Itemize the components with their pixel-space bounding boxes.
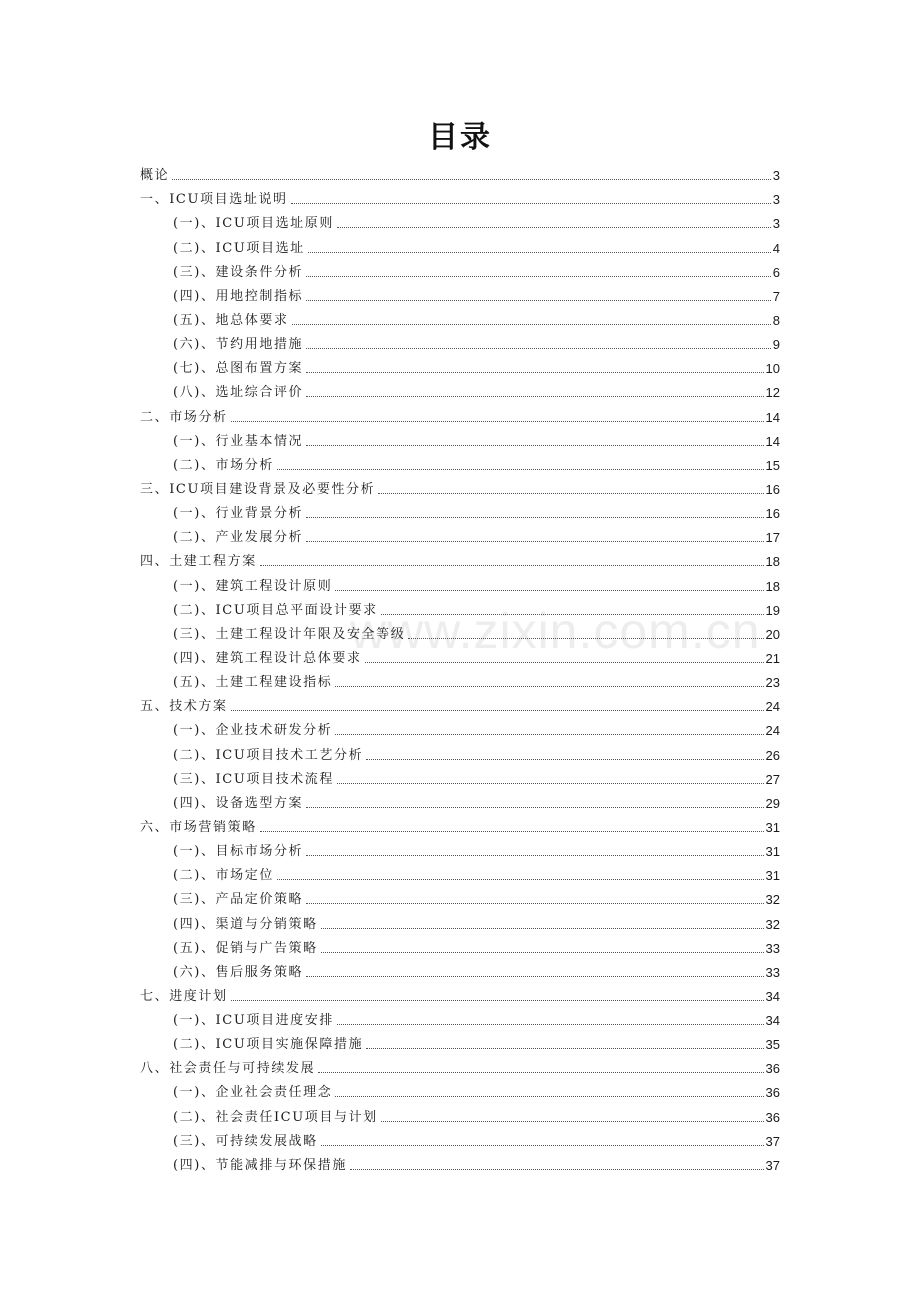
- toc-entry-label: (八)、选址综合评价: [173, 385, 304, 401]
- toc-entry-label: (二)、社会责任ICU项目与计划: [173, 1109, 378, 1125]
- dot-leader: [306, 300, 771, 301]
- toc-entry[interactable]: [140, 957, 780, 981]
- toc-entry-label: (五)、土建工程建设指标: [173, 675, 333, 691]
- dot-leader: [335, 734, 763, 735]
- dot-leader: [335, 590, 763, 591]
- toc-entry-label: (五)、地总体要求: [173, 312, 289, 328]
- dot-leader: [306, 855, 763, 856]
- toc-entry-label: (二)、ICU项目技术工艺分析: [173, 747, 364, 763]
- toc-entry[interactable]: [140, 474, 780, 498]
- toc-entry-label: (二)、市场分析: [173, 457, 274, 473]
- toc-entry[interactable]: [140, 570, 780, 594]
- toc-entry-label: (三)、ICU项目技术流程: [173, 771, 334, 787]
- toc-entry[interactable]: [140, 595, 780, 619]
- toc-entry[interactable]: [140, 353, 780, 377]
- toc-entry-label: (七)、总图布置方案: [173, 361, 304, 377]
- toc-entry[interactable]: [140, 1101, 780, 1125]
- dot-leader: [335, 686, 763, 687]
- toc-entry-label: (一)、企业技术研发分析: [173, 723, 333, 739]
- toc-entry-page-number: 33: [765, 964, 780, 980]
- dot-leader: [231, 421, 764, 422]
- toc-entry-label: (五)、促销与广告策略: [173, 940, 318, 956]
- toc-entry-page-number: 33: [765, 940, 780, 956]
- toc-entry[interactable]: [140, 426, 780, 450]
- watermark-text: www.zixin.com.cn: [350, 603, 761, 659]
- toc-entry-page-number: 23: [765, 675, 780, 691]
- toc-entry-label: (二)、ICU项目实施保障措施: [173, 1037, 364, 1053]
- toc-entry-label: (一)、行业基本情况: [173, 433, 304, 449]
- toc-entry[interactable]: [140, 619, 780, 643]
- toc-entry-page-number: 32: [765, 916, 780, 932]
- dot-leader: [337, 227, 771, 228]
- toc-entry-label: 八、社会责任与可持续发展: [140, 1061, 316, 1077]
- toc-entry-label: 六、市场营销策略: [140, 819, 257, 835]
- dot-leader: [306, 903, 763, 904]
- toc-entry[interactable]: [140, 257, 780, 281]
- toc-entry-page-number: 3: [772, 168, 780, 184]
- toc-entry-page-number: 24: [765, 723, 780, 739]
- toc-entry-page-number: 26: [765, 747, 780, 763]
- toc-entry-label: (三)、土建工程设计年限及安全等级: [173, 626, 406, 642]
- dot-leader: [337, 1024, 764, 1025]
- toc-entry-page-number: 10: [765, 361, 780, 377]
- toc-entry-page-number: 3: [772, 216, 780, 232]
- toc-entry-page-number: 16: [765, 481, 780, 497]
- dot-leader: [308, 252, 771, 253]
- dot-leader: [260, 831, 764, 832]
- table-of-contents: [140, 160, 780, 1174]
- toc-entry-page-number: 19: [765, 602, 780, 618]
- dot-leader: [350, 1169, 764, 1170]
- toc-entry[interactable]: [140, 860, 780, 884]
- toc-entry[interactable]: [140, 1005, 780, 1029]
- toc-entry-page-number: 32: [765, 892, 780, 908]
- toc-entry-page-number: 18: [765, 578, 780, 594]
- dot-leader: [408, 638, 763, 639]
- dot-leader: [306, 276, 771, 277]
- toc-entry-page-number: 16: [765, 506, 780, 522]
- toc-entry-page-number: 35: [765, 1037, 780, 1053]
- toc-entry-label: (一)、目标市场分析: [173, 844, 304, 860]
- dot-leader: [260, 565, 764, 566]
- dot-leader: [292, 324, 771, 325]
- dot-leader: [306, 517, 763, 518]
- dot-leader: [172, 179, 771, 180]
- dot-leader: [335, 1096, 763, 1097]
- toc-entry[interactable]: [140, 208, 780, 232]
- toc-entry[interactable]: [140, 764, 780, 788]
- toc-entry-label: (二)、产业发展分析: [173, 530, 304, 546]
- toc-entry-page-number: 6: [772, 264, 780, 280]
- toc-entry[interactable]: [140, 691, 780, 715]
- toc-entry-label: (一)、ICU项目选址原则: [173, 216, 334, 232]
- dot-leader: [365, 662, 764, 663]
- toc-entry-page-number: 4: [772, 240, 780, 256]
- dot-leader: [306, 348, 771, 349]
- toc-entry[interactable]: [140, 812, 780, 836]
- dot-leader: [321, 928, 764, 929]
- toc-entry-page-number: 27: [765, 771, 780, 787]
- toc-entry[interactable]: [140, 1029, 780, 1053]
- toc-entry-label: 一、ICU项目选址说明: [140, 192, 288, 208]
- toc-entry-page-number: 3: [772, 192, 780, 208]
- dot-leader: [306, 807, 763, 808]
- toc-entry-label: 二、市场分析: [140, 409, 228, 425]
- toc-entry[interactable]: [140, 908, 780, 932]
- toc-entry[interactable]: [140, 305, 780, 329]
- dot-leader: [306, 445, 763, 446]
- toc-entry-label: (一)、行业背景分析: [173, 506, 304, 522]
- toc-entry[interactable]: [140, 981, 780, 1005]
- page-title: 目录: [428, 120, 492, 155]
- dot-leader: [231, 710, 764, 711]
- toc-entry-label: (二)、ICU项目选址: [173, 240, 305, 256]
- dot-leader: [306, 396, 763, 397]
- dot-leader: [291, 203, 771, 204]
- dot-leader: [321, 1145, 764, 1146]
- toc-entry[interactable]: [140, 715, 780, 739]
- toc-entry[interactable]: [140, 788, 780, 812]
- toc-entry-label: (四)、节能减排与环保措施: [173, 1157, 347, 1173]
- dot-leader: [337, 783, 764, 784]
- toc-entry-label: (三)、可持续发展战略: [173, 1133, 318, 1149]
- toc-entry-page-number: 36: [765, 1109, 780, 1125]
- toc-entry-label: (二)、市场定位: [173, 868, 274, 884]
- toc-entry-page-number: 14: [765, 433, 780, 449]
- toc-entry[interactable]: [140, 498, 780, 522]
- toc-entry-page-number: 20: [765, 626, 780, 642]
- toc-entry-label: 概论: [140, 168, 170, 184]
- toc-entry-label: (一)、企业社会责任理念: [173, 1085, 333, 1101]
- dot-leader: [381, 614, 764, 615]
- toc-entry-label: (一)、建筑工程设计原则: [173, 578, 333, 594]
- toc-entry[interactable]: [140, 836, 780, 860]
- toc-entry[interactable]: [140, 1150, 780, 1174]
- dot-leader: [381, 1121, 764, 1122]
- toc-entry[interactable]: [140, 281, 780, 305]
- toc-entry-label: (二)、ICU项目总平面设计要求: [173, 602, 378, 618]
- dot-leader: [318, 1072, 763, 1073]
- toc-entry-page-number: 31: [765, 819, 780, 835]
- toc-entry-page-number: 15: [765, 457, 780, 473]
- toc-entry-label: (四)、设备选型方案: [173, 795, 304, 811]
- dot-leader: [306, 372, 763, 373]
- toc-entry[interactable]: [140, 1053, 780, 1077]
- toc-entry-page-number: 21: [765, 650, 780, 666]
- toc-entry-page-number: 34: [765, 988, 780, 1004]
- toc-entry-label: (四)、用地控制指标: [173, 288, 304, 304]
- dot-leader: [231, 1000, 764, 1001]
- dot-leader: [277, 469, 764, 470]
- toc-entry[interactable]: [140, 546, 780, 570]
- dot-leader: [321, 952, 764, 953]
- toc-entry-label: (六)、售后服务策略: [173, 964, 304, 980]
- toc-entry-page-number: 18: [765, 554, 780, 570]
- dot-leader: [306, 541, 763, 542]
- toc-entry-label: 四、土建工程方案: [140, 554, 257, 570]
- toc-entry-label: 五、技术方案: [140, 699, 228, 715]
- toc-entry-page-number: 29: [765, 795, 780, 811]
- toc-entry-label: (三)、建设条件分析: [173, 264, 304, 280]
- toc-entry-page-number: 37: [765, 1133, 780, 1149]
- toc-entry[interactable]: [140, 1077, 780, 1101]
- toc-entry-page-number: 36: [765, 1085, 780, 1101]
- toc-entry[interactable]: [140, 1126, 780, 1150]
- dot-leader: [306, 976, 763, 977]
- toc-entry-page-number: 24: [765, 699, 780, 715]
- toc-entry[interactable]: [140, 329, 780, 353]
- toc-entry-page-number: 31: [765, 868, 780, 884]
- toc-entry-label: (一)、ICU项目进度安排: [173, 1013, 334, 1029]
- dot-leader: [366, 1048, 763, 1049]
- toc-entry-label: 七、进度计划: [140, 988, 228, 1004]
- toc-entry-page-number: 34: [765, 1013, 780, 1029]
- toc-entry[interactable]: [140, 522, 780, 546]
- toc-entry-page-number: 31: [765, 844, 780, 860]
- toc-entry-page-number: 37: [765, 1157, 780, 1173]
- toc-entry[interactable]: [140, 232, 780, 256]
- toc-entry[interactable]: [140, 450, 780, 474]
- toc-entry[interactable]: [140, 667, 780, 691]
- toc-entry-page-number: 36: [765, 1061, 780, 1077]
- toc-entry-page-number: 12: [765, 385, 780, 401]
- toc-entry-page-number: 8: [772, 312, 780, 328]
- toc-entry[interactable]: [140, 401, 780, 425]
- toc-entry[interactable]: [140, 377, 780, 401]
- toc-entry-page-number: 7: [772, 288, 780, 304]
- toc-entry-page-number: 9: [772, 337, 780, 353]
- toc-entry[interactable]: [140, 884, 780, 908]
- toc-entry-label: (六)、节约用地措施: [173, 337, 304, 353]
- toc-entry[interactable]: [140, 184, 780, 208]
- toc-entry[interactable]: [140, 643, 780, 667]
- dot-leader: [366, 759, 763, 760]
- toc-entry-label: (四)、建筑工程设计总体要求: [173, 650, 362, 666]
- toc-entry[interactable]: [140, 160, 780, 184]
- toc-entry-page-number: 17: [765, 530, 780, 546]
- toc-entry[interactable]: [140, 933, 780, 957]
- toc-entry-label: (三)、产品定价策略: [173, 892, 304, 908]
- toc-entry-page-number: 14: [765, 409, 780, 425]
- dot-leader: [277, 879, 764, 880]
- dot-leader: [378, 493, 763, 494]
- toc-entry-label: 三、ICU项目建设背景及必要性分析: [140, 481, 376, 497]
- toc-entry[interactable]: [140, 739, 780, 763]
- toc-entry-label: (四)、渠道与分销策略: [173, 916, 318, 932]
